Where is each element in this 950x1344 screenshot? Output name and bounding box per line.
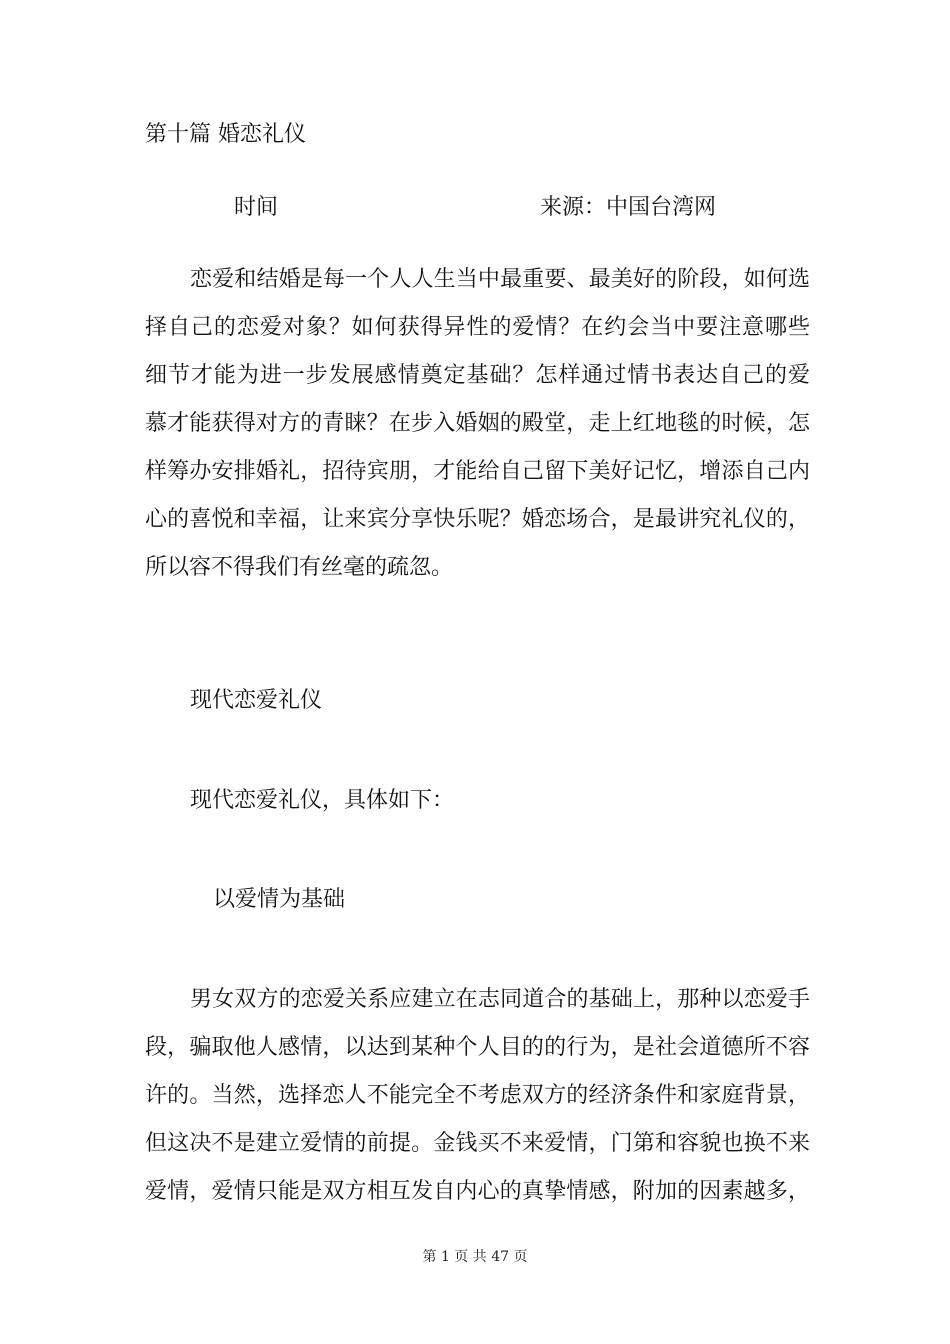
intro-line: 恋爱和结婚是每一个人人生当中最重要、最美好的阶段，如何选	[190, 267, 810, 292]
body-line: 爱情，爱情只能是双方相互发自内心的真挚情感，附加的因素越多，	[145, 1179, 810, 1204]
body-paragraph	[145, 985, 810, 1225]
subheading: 以爱情为基础	[213, 887, 346, 912]
time-label: 时间	[234, 195, 279, 220]
intro-line: 择自己的恋爱对象？如何获得异性的爱情？在约会当中要注意哪些	[145, 315, 810, 340]
intro-line: 慕才能获得对方的青睐？在步入婚姻的殿堂，走上红地毯的时候，怎	[145, 411, 810, 436]
source-label: 来源：中国台湾网	[540, 195, 717, 220]
intro-line: 心的喜悦和幸福，让来宾分享快乐呢？婚恋场合，是最讲究礼仪的，	[145, 507, 810, 532]
intro-line: 样筹办安排婚礼，招待宾朋，才能给自己留下美好记忆，增添自己内	[145, 459, 810, 484]
body-line: 段，骗取他人感情，以达到某种个人目的的行为，是社会道德所不容	[145, 1035, 810, 1060]
body-line: 但这决不是建立爱情的前提。金钱买不来爱情，门第和容貌也换不来	[145, 1131, 810, 1156]
intro-line: 所以容不得我们有丝毫的疏忽。	[145, 555, 454, 580]
page-footer: 第 1 页 共 47 页	[422, 1249, 528, 1265]
body-line: 男女双方的恋爱关系应建立在志同道合的基础上，那种以恋爱手	[190, 987, 810, 1012]
intro-paragraph	[145, 265, 810, 601]
body-line: 许的。当然，选择恋人不能完全不考虑双方的经济条件和家庭背景，	[145, 1083, 810, 1108]
intro-line: 细节才能为进一步发展感情奠定基础？怎样通过情书表达自己的爱	[145, 363, 810, 388]
section-intro: 现代恋爱礼仪，具体如下：	[190, 788, 455, 813]
section-heading: 现代恋爱礼仪	[190, 688, 323, 713]
document-title: 第十篇 婚恋礼仪	[145, 122, 306, 147]
